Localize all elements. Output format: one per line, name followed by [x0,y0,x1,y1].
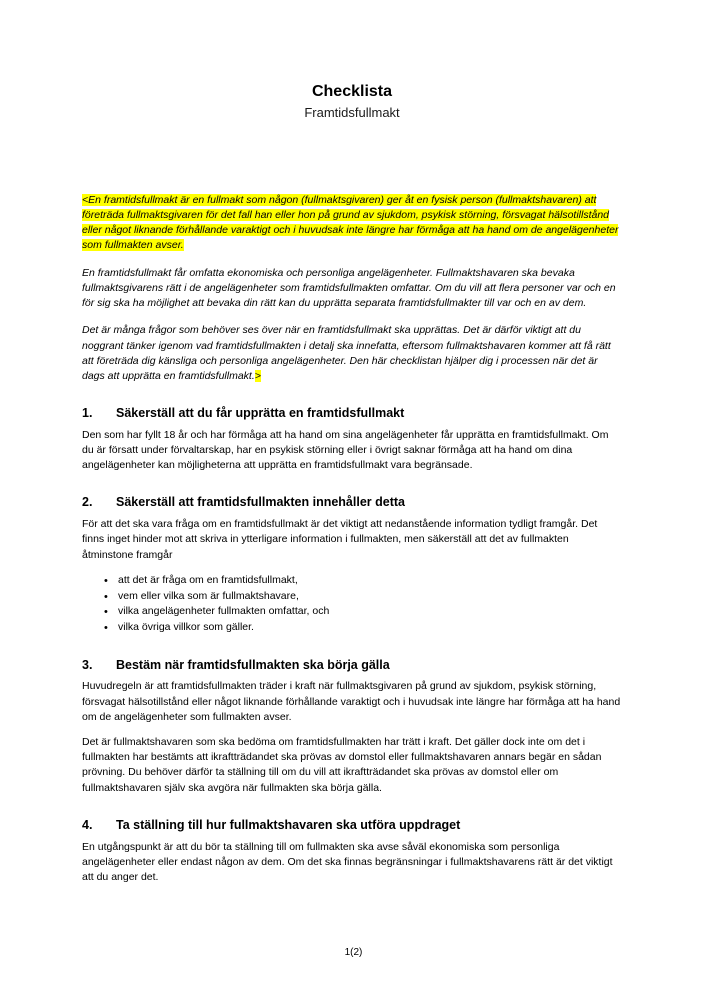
section-number-4: 4. [82,817,93,832]
intro-open-marker: < [82,193,89,206]
section-3-paragraph-1: Huvudregeln är att framtidsfullmakten träder i kraft när fullmaktsgivaren på grund av sjukdom, psykisk störning, försvagat hälsotillstånd eller något liknande förhållande varaktigt och i huvudsak inte längre har förmåga att ha hand om de angelägenheter som fullmakten avser. [82,680,621,723]
intro-paragraph-2: En framtidsfullmakt får omfatta ekonomiska och personliga angelägenheter. Fullmaktshavaren ska bevaka fullmaktsgivarens rätt i de angelägenheter som framtidsfullmakten omfattar. Om du vill att flera personer var och en för sig ska ha möjlighet att bevaka din rätt kan du upprätta separata framtidsfullmakter till var och en av dem. [82,266,616,310]
list-item: • vem eller vilka som är fullmaktshavare, [118,589,622,605]
page-number: 1(2) [344,947,363,958]
section-heading-4 [82,818,622,834]
section-heading-1 [82,406,622,422]
intro-paragraph-1 [82,193,622,254]
section-number-1: 1. [82,406,93,421]
intro-block [82,193,622,384]
section-2-paragraph-1: För att det ska vara fråga om en framtidsfullmakt är det viktigt att nedanstående information tydligt framgår. Det finns inget hinder mot att skriva in ytterligare information i fullmakten, men säkerställ att det av fullmakten åtminstone framgår [82,518,598,561]
list-item: • vilka övriga villkor som gäller. [118,620,622,636]
section-heading-2 [82,495,622,511]
section-3-paragraph-2: Det är fullmaktshavaren som ska bedöma om framtidsfullmakten har trätt i kraft. Det gäller dock inte om det i fullmakten har bestämts att ikraftträdandet ska prövas av domstol eller fullmaktshavaren annars begär en sådan prövning. Du behöver därför ta ställning till om du vill att ikraftträdandet ska prövas av domstol eller om fullmaktshavaren själv ska avgöra när fullmakten ska börja gälla. [82,736,602,794]
section-title-2: Säkerställ att framtidsfullmakten innehåller detta [116,495,405,510]
intro-close-marker: > [254,369,261,382]
section-number-2: 2. [82,495,93,510]
page-subtitle: Framtidsfullmakt [304,105,400,121]
intro-paragraph-1-text: En framtidsfullmakt är en fullmakt som någon (fullmaktsgivaren) ger åt en fysisk person (fullmaktshavaren) att företräda fullmaktsgivaren för det fall han eller hon på grund av sjukdom, psykisk störning, försvagat hälsotillstånd eller något liknande förhållande varaktigt och i huvudsak inte längre har förmåga att ha hand om de angelägenheter som fullmakten avser. [82,193,619,252]
intro-paragraph-3-text: Det är många frågor som behöver ses över när en framtidsfullmakt ska upprättas. Det är därför viktigt att du noggrant tänker igenom vad framtidsfullmakten i detalj ska innefatta, eftersom fullmaktshavaren kommer att få rätt att företräda dig känsliga och personliga angelägenheter. Den här checklistan hjälper dig i processen när det är dags att upprätta en framtidsfullmakt. [82,324,611,382]
page-title: Checklista [311,83,393,100]
section-title-1: Säkerställ att du får upprätta en framtidsfullmakt [116,406,405,421]
section-title-4: Ta ställning till hur fullmaktshavaren ska utföra uppdraget [116,817,461,832]
section-number-3: 3. [82,657,93,672]
list-item: • att det är fråga om en framtidsfullmakt, [118,573,622,589]
section-1-paragraph-1: Den som har fyllt 18 år och har förmåga att ha hand om sina angelägenheter får upprätta en framtidsfullmakt. Om du är försatt under förvaltarskap, har en psykisk störning eller i övrigt saknar förmåga att ha hand om dina angelägenheter kan möjligheterna att upprätta en framtidsfullmakt vara begränsade. [82,428,609,472]
section-title-3: Bestäm när framtidsfullmakten ska börja gälla [116,657,390,672]
section-4-paragraph-1: En utgångspunkt är att du bör ta ställning till om fullmakten ska avse såväl ekonomiska som personliga angelägenheter eller endast någon av dem. Om det ska finnas begränsningar i fullmaktshavarens rätt är det viktigt att du anger det. [82,840,613,883]
section-heading-3 [82,658,622,674]
intro-paragraph-3 [82,323,622,384]
list-item: • vilka angelägenheter fullmakten omfattar, och [118,604,622,620]
document-content [82,0,622,895]
section-2-bullet-list [82,573,622,636]
